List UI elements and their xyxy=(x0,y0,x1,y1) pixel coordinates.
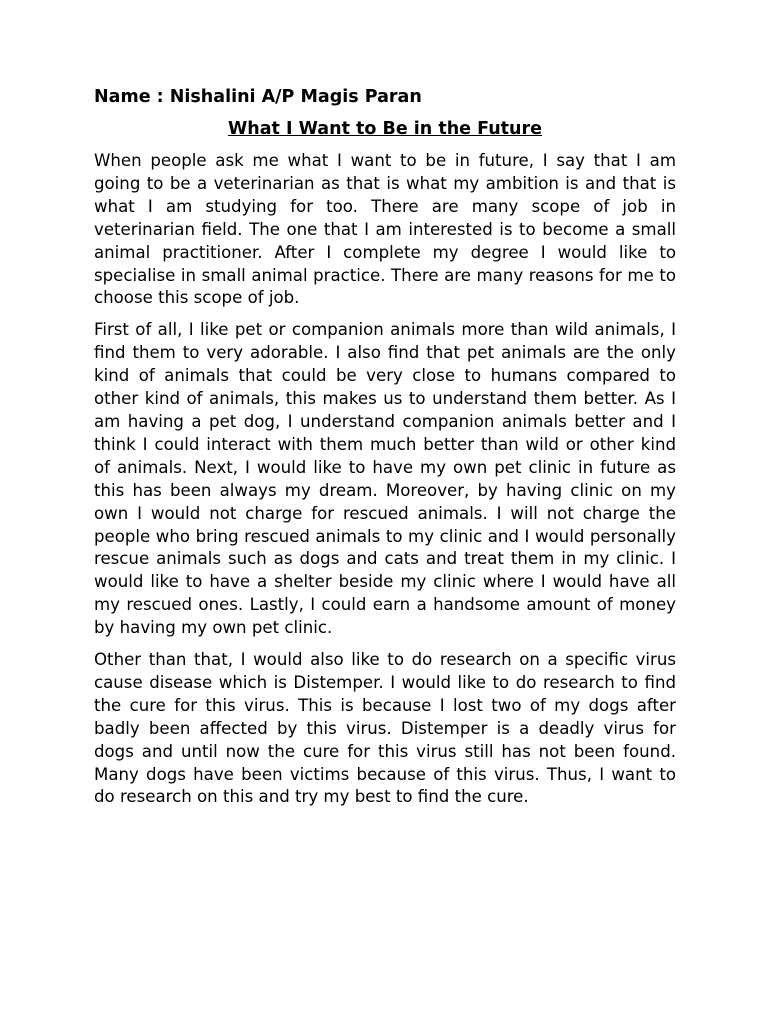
paragraph-distemper-research: Other than that, I would also like to do research on a specific virus cause disease which is Distemper. I would like to do research to find the cure for this virus. This is because I lost two of my dogs after badly been affected by this virus. Distemper is a deadly virus for dogs and until now the cure for this virus still has not been found. Many dogs have been victims because of this virus. Thus, I want to do research on this and try my best to find the cure. xyxy=(94,650,676,807)
paragraph-intro: When people ask me what I want to be in future, I say that I am going to be a veterinarian as that is what my ambition is and that is what I am studying for too. There are many scope of job in veterinarian field. The one that I am interested is to become a small animal practitioner. After I complete my degree I would like to specialise in small animal practice. There are many reasons for me to choose this scope of job. xyxy=(94,151,676,308)
author-name: Name : Nishalini A/P Magis Paran xyxy=(94,87,422,107)
paragraph-pet-animals: First of all, I like pet or companion animals more than wild animals, I find them to very adorable. I also find that pet animals are the only kind of animals that could be very close to humans compared to other kind of animals, this makes us to understand them better. As I am having a pet dog, I understand companion animals better and I think I could interact with them much better than wild or other kind of animals. Next, I would like to have my own pet clinic in future as this has been always my dream. Moreover, by having clinic on my own I would not charge for rescued animals. I will not charge the people who bring rescued animals to my clinic and I would personally rescue animals such as dogs and cats and treat them in my clinic. I would like to have a shelter beside my clinic where I would have all my rescued ones. Lastly, I could earn a handsome amount of money by having my own pet clinic. xyxy=(94,320,676,638)
essay-title: What I Want to Be in the Future xyxy=(227,119,543,139)
document-page xyxy=(94,86,676,818)
